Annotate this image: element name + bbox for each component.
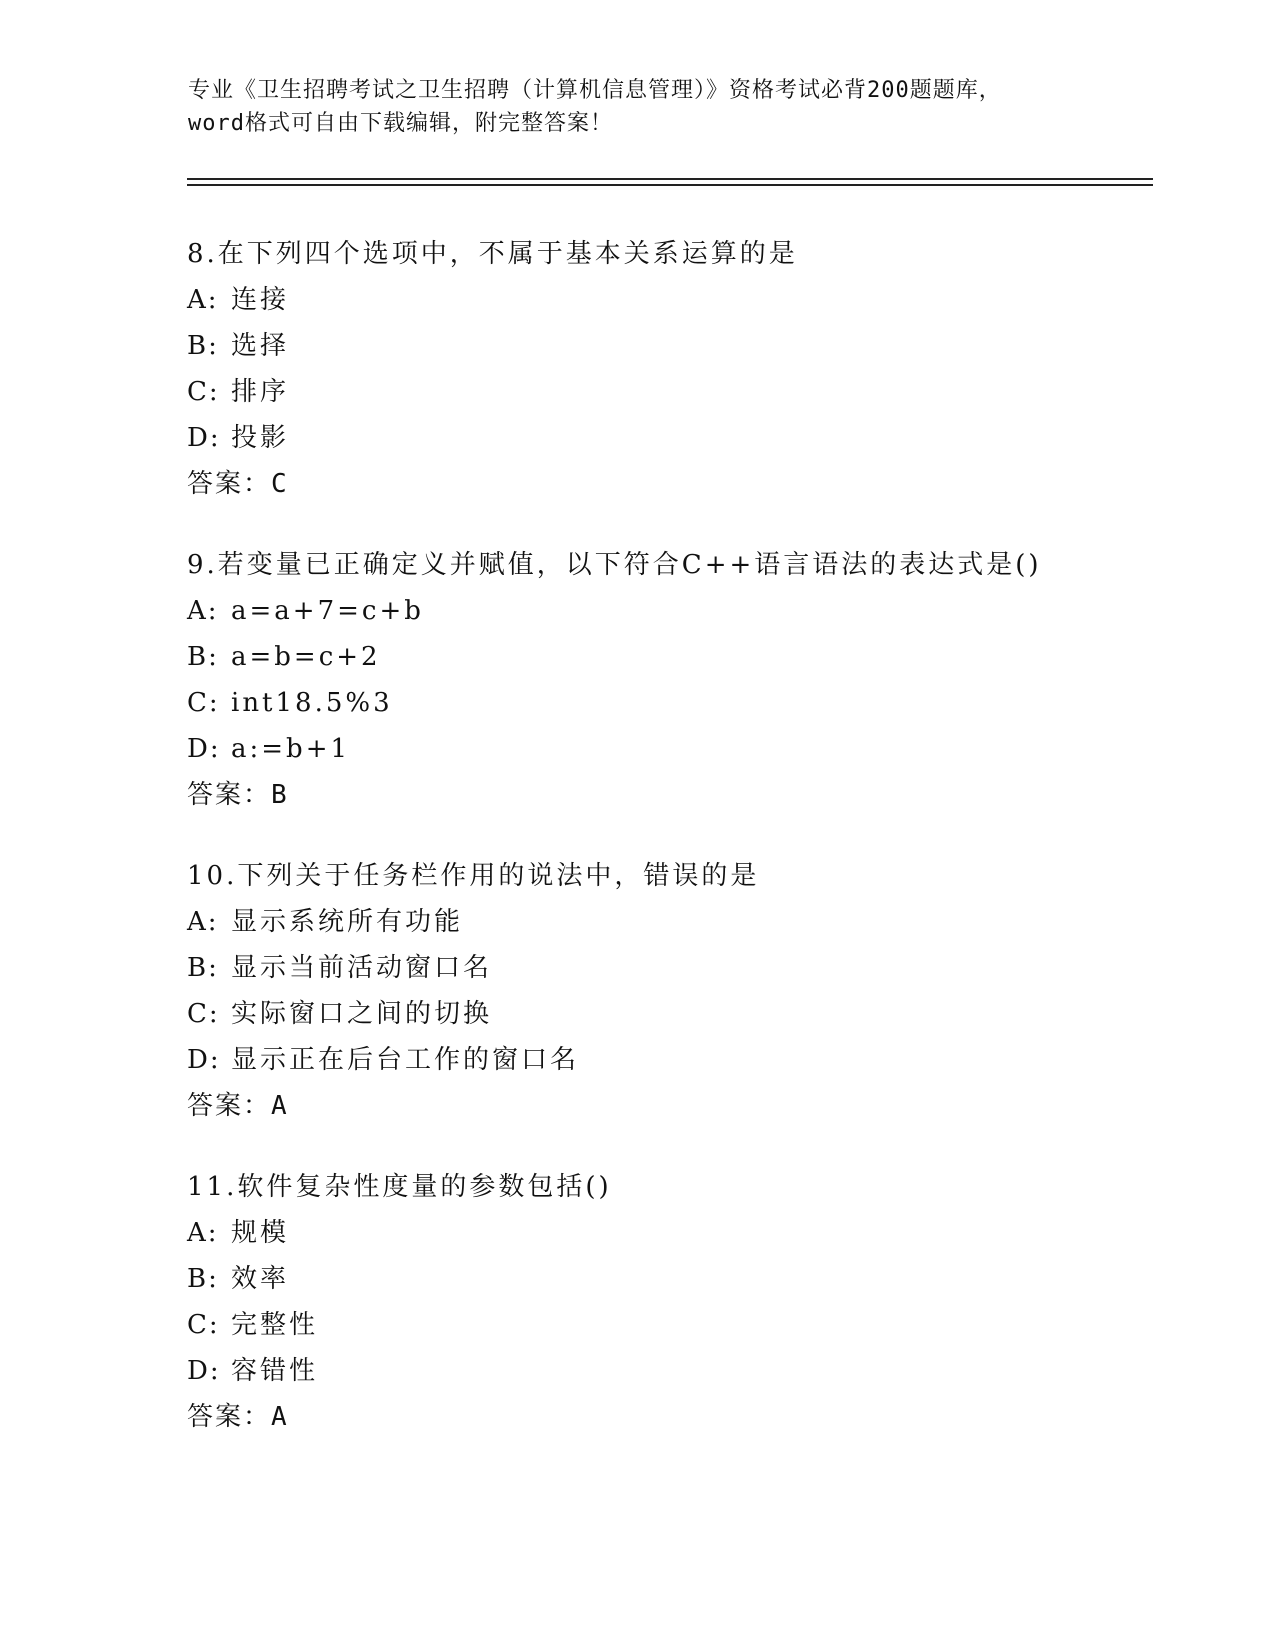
option-a: [187, 1210, 1147, 1256]
option-text: 排序: [231, 377, 290, 407]
option-text: 规模: [231, 1218, 290, 1248]
option-text: 选择: [231, 331, 290, 361]
option-d: [187, 1037, 1147, 1083]
option-key: A:: [187, 907, 219, 937]
option-text: 显示系统所有功能: [231, 907, 464, 937]
question-title: 11.软件复杂性度量的参数包括(): [187, 1172, 612, 1202]
option-a: [187, 588, 1147, 634]
option-text: 投影: [231, 423, 290, 453]
option-key: A:: [187, 285, 219, 315]
option-key: B:: [187, 1264, 219, 1294]
option-d: [187, 415, 1147, 461]
option-key: D:: [187, 734, 221, 764]
option-text: 实际窗口之间的切换: [231, 999, 493, 1029]
option-text: 容错性: [231, 1356, 319, 1386]
option-key: B:: [187, 331, 219, 361]
option-text: int18.5%3: [231, 688, 393, 718]
answer-value: B: [271, 780, 287, 810]
answer-value: A: [271, 1091, 287, 1121]
option-b: [187, 323, 1147, 369]
option-c: [187, 1302, 1147, 1348]
option-key: C:: [187, 999, 220, 1029]
option-a: [187, 277, 1147, 323]
answer-label: 答案：: [187, 1091, 272, 1121]
option-key: A:: [187, 1218, 219, 1248]
answer-line: [187, 461, 1147, 507]
option-key: C:: [187, 1310, 220, 1340]
option-key: B:: [187, 642, 219, 672]
question-title: 8.在下列四个选项中，不属于基本关系运算的是: [187, 239, 798, 269]
option-key: B:: [187, 953, 219, 983]
question-9: [187, 542, 1147, 818]
document-header: [188, 74, 1088, 140]
option-text: a=a+7=c+b: [231, 596, 424, 626]
option-b: [187, 634, 1147, 680]
header-line-2: word格式可自由下载编辑，附完整答案！: [188, 111, 613, 136]
option-text: 显示当前活动窗口名: [231, 953, 493, 983]
question-10: [187, 853, 1147, 1129]
option-d: [187, 726, 1147, 772]
question-title: 10.下列关于任务栏作用的说法中，错误的是: [187, 861, 760, 891]
answer-label: 答案：: [187, 780, 272, 810]
option-key: C:: [187, 688, 220, 718]
option-key: D:: [187, 1356, 221, 1386]
option-d: [187, 1348, 1147, 1394]
header-divider-top: [187, 178, 1153, 180]
answer-line: [187, 1083, 1147, 1129]
header-divider-bottom: [187, 184, 1153, 186]
answer-value: A: [271, 1402, 287, 1432]
question-title: 9.若变量已正确定义并赋值，以下符合C++语言语法的表达式是(): [187, 550, 1042, 580]
answer-value: C: [271, 469, 287, 499]
option-text: a=b=c+2: [231, 642, 381, 672]
option-c: [187, 369, 1147, 415]
option-b: [187, 1256, 1147, 1302]
option-key: C:: [187, 377, 220, 407]
header-line-1: 专业《卫生招聘考试之卫生招聘（计算机信息管理）》资格考试必背200题题库，: [188, 78, 1002, 103]
question-11: [187, 1164, 1147, 1440]
answer-label: 答案：: [187, 1402, 272, 1432]
option-text: a:=b+1: [231, 734, 351, 764]
option-c: [187, 680, 1147, 726]
option-text: 效率: [231, 1264, 290, 1294]
option-key: D:: [187, 1045, 221, 1075]
option-a: [187, 899, 1147, 945]
answer-line: [187, 1394, 1147, 1440]
option-key: A:: [187, 596, 219, 626]
option-text: 完整性: [231, 1310, 319, 1340]
answer-label: 答案：: [187, 469, 272, 499]
option-key: D:: [187, 423, 221, 453]
question-8: [187, 231, 1147, 507]
answer-line: [187, 772, 1147, 818]
option-text: 显示正在后台工作的窗口名: [231, 1045, 580, 1075]
option-c: [187, 991, 1147, 1037]
option-b: [187, 945, 1147, 991]
option-text: 连接: [231, 285, 290, 315]
